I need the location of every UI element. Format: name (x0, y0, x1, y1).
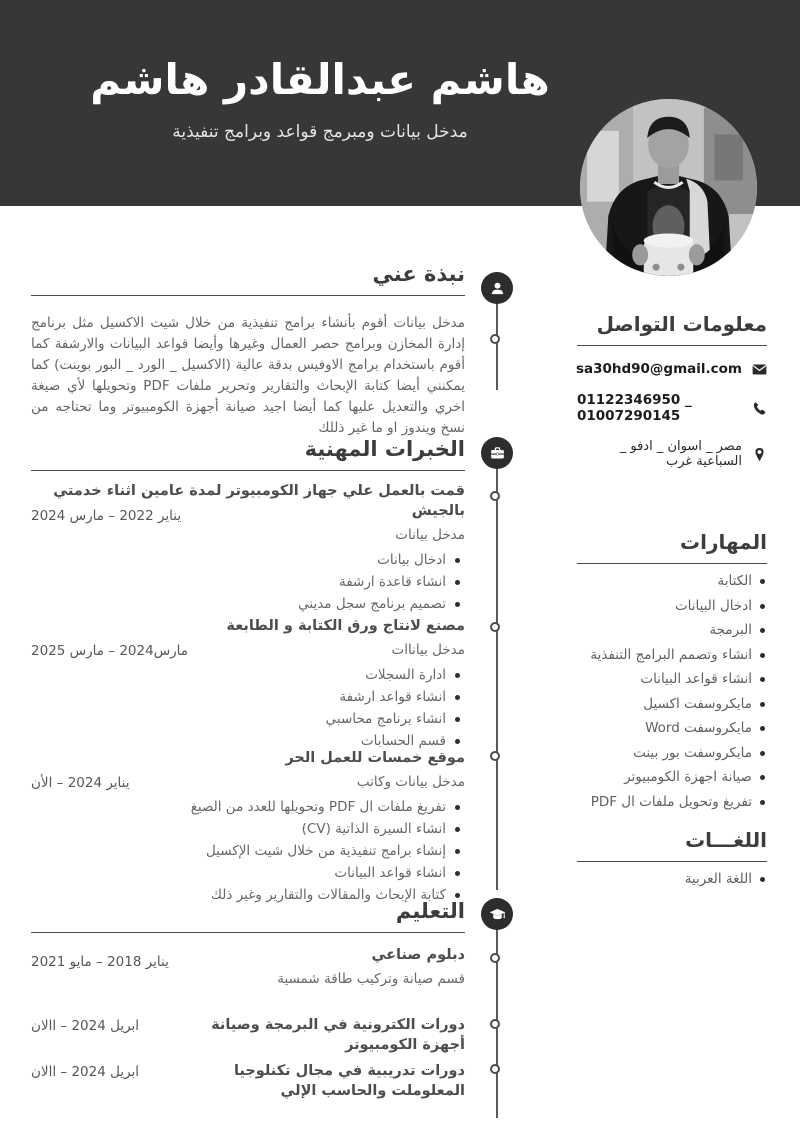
timeline-node-job3 (490, 751, 500, 761)
education-section-title: التعليم (31, 897, 465, 933)
skills-list (577, 574, 767, 809)
bullet-item: تفريغ ملفات ال PDF وتحويلها للعدد من الصيغ (31, 799, 465, 816)
experience-section-title: الخبرات المهنية (31, 435, 465, 471)
experience-section-marker (481, 437, 513, 469)
job-role: مدخل بياناات (391, 642, 465, 658)
about-text: مدخل بيانات أقوم بأنشاء برامج تنفيذية من خلال شيت الاكسيل مثل برنامج إدارة المخازن وبرامج حصر العمال وغيرها وأيضا قواعد البيانات والارشفة كما أقوم باستخدام برامج الاوفيس بدقة عالية (الاكسيل _ الورد _ البور بوينت) كما يمكنني أيضا كتابة الإبحاث والتقارير وتحرير ملفات PDF وتحويلها لأي صيغة اخري والتعديل عليها كما أيضا اجيد صيانة أجهزة الكومبيوتر وما تحتاجه من نسخ ويندوز او ما غير ذللك (31, 315, 465, 436)
timeline-line-experience (496, 453, 498, 890)
degree-subtitle: قسم صيانة وتركيب طاقة شمسية (277, 971, 465, 987)
job-bullets (31, 799, 465, 904)
course-title: دورات الكترونية في البرمجة وصيانة أجهزة الكومبيوتر (211, 1017, 465, 1053)
about-section-marker (481, 272, 513, 304)
bullet-item: ادخال بيانات (31, 552, 465, 569)
sidebar (577, 313, 767, 897)
about-section (31, 260, 465, 439)
job-title: موقع خمسات للعمل الحر (285, 750, 465, 766)
bullet-item: انشاء قاعدة ارشفة (31, 574, 465, 591)
phone-value: 01122346950 _ 01007290145 (577, 392, 692, 424)
bullet-item: إنشاء برامج تنفيذية من خلال شيت الإكسيل (31, 843, 465, 860)
job-bullets (31, 667, 465, 750)
bullet-item: انشاء برنامج محاسبي (31, 711, 465, 728)
job-date: يناير 2024 – الأن (31, 775, 130, 791)
briefcase-icon (489, 445, 506, 462)
location-pin-icon (751, 446, 767, 462)
bullet-item: كتابة الإبحاث والمقالات والتقارير وغير ذلك (31, 887, 465, 904)
bullet-item: ادارة السجلات (31, 667, 465, 684)
about-section-title: نبذة عني (31, 260, 465, 296)
skill-item: مايكروسفت بور بينت (577, 746, 767, 761)
job-bullets (31, 552, 465, 613)
education-entry (31, 1061, 465, 1101)
education-entry (31, 1015, 465, 1055)
graduation-cap-icon (489, 906, 506, 923)
person-job-title: مدخل بيانات ومبرمج قواعد وبرامج تنفيذية (172, 122, 468, 142)
experience-section (31, 435, 465, 903)
skill-item: الكتابة (577, 574, 767, 589)
skills-section (577, 531, 767, 809)
bullet-item: انشاء قواعد البيانات (31, 865, 465, 882)
job-title: مصنع لانتاج ورق الكتابة و الطابعة (226, 618, 465, 634)
job-role: مدخل بيانات (395, 527, 465, 543)
job-date: يناير 2022 – مارس 2024 (31, 508, 182, 524)
skill-item: انشاء وتصمم البرامج التنفذية (577, 648, 767, 663)
bullet-item: انشاء السيرة الذاتية (CV) (31, 821, 465, 838)
header-text (20, 55, 620, 142)
language-item: اللغة العربية (577, 872, 767, 887)
course-date: ابريل 2024 – االان (31, 1064, 140, 1080)
contact-email-row (577, 361, 767, 377)
contact-section (577, 313, 767, 469)
bullet-item: قسم الحسابات (31, 733, 465, 750)
course-title: دورات تدريبية في مجال تكنلوجيا المعلوملت والحاسب الإلي (233, 1063, 465, 1099)
skill-item: مايكروسفت Word (577, 721, 767, 736)
education-section-marker (481, 898, 513, 930)
timeline-node-about (490, 334, 500, 344)
location-value: مصر _ اسوان _ ادفو _ السباعية غرب (619, 439, 742, 469)
timeline-node-job1 (490, 491, 500, 501)
degree-title: دبلوم صناعي (371, 947, 465, 963)
contact-section-title: معلومات التواصل (577, 313, 767, 346)
profile-photo-illustration (580, 99, 757, 276)
timeline-node-edu1 (490, 953, 500, 963)
profile-photo (580, 99, 757, 276)
skill-item: مايكروسفت اكسيل (577, 697, 767, 712)
degree-date: يناير 2018 – مايو 2021 (31, 954, 169, 970)
languages-section (577, 829, 767, 887)
experience-entry (31, 616, 465, 755)
experience-entry (31, 481, 465, 618)
education-entry (31, 945, 465, 988)
timeline-node-edu2 (490, 1019, 500, 1029)
skills-section-title: المهارات (577, 531, 767, 564)
email-value: sa30hd90@gmail.com (575, 361, 742, 377)
bullet-item: تصميم برنامج سجل مديني (31, 596, 465, 613)
job-title: قمت بالعمل علي جهاز الكومبيوتر لمدة عامين اثناء خدمتي بالجيش (53, 483, 465, 519)
user-icon (489, 280, 506, 297)
timeline-node-edu3 (490, 1064, 500, 1074)
experience-entry (31, 748, 465, 909)
skill-item: تفريغ وتحويل ملفات ال PDF (577, 795, 767, 810)
skill-item: صيانة اجهزة الكومبيوتر (577, 770, 767, 785)
contact-location-row (577, 439, 767, 469)
job-role: مدخل بيانات وكاتب (356, 774, 465, 790)
bullet-item: انشاء قواعد ارشفة (31, 689, 465, 706)
contact-phone-row (577, 392, 767, 424)
education-section (31, 897, 465, 1133)
course-date: ابريل 2024 – االان (31, 1018, 140, 1034)
envelope-icon (751, 361, 767, 377)
languages-list (577, 872, 767, 887)
timeline-node-job2 (490, 622, 500, 632)
skill-item: انشاء قواعد البيانات (577, 672, 767, 687)
skill-item: ادخال البيانات (577, 599, 767, 614)
skill-item: البرمجة (577, 623, 767, 638)
job-date: مارس2024 – مارس 2025 (31, 643, 189, 659)
languages-section-title: اللغـــات (577, 829, 767, 862)
timeline-line-education (496, 914, 498, 1118)
phone-icon (751, 400, 767, 416)
person-name: هاشم عبدالقادر هاشم (90, 55, 550, 104)
